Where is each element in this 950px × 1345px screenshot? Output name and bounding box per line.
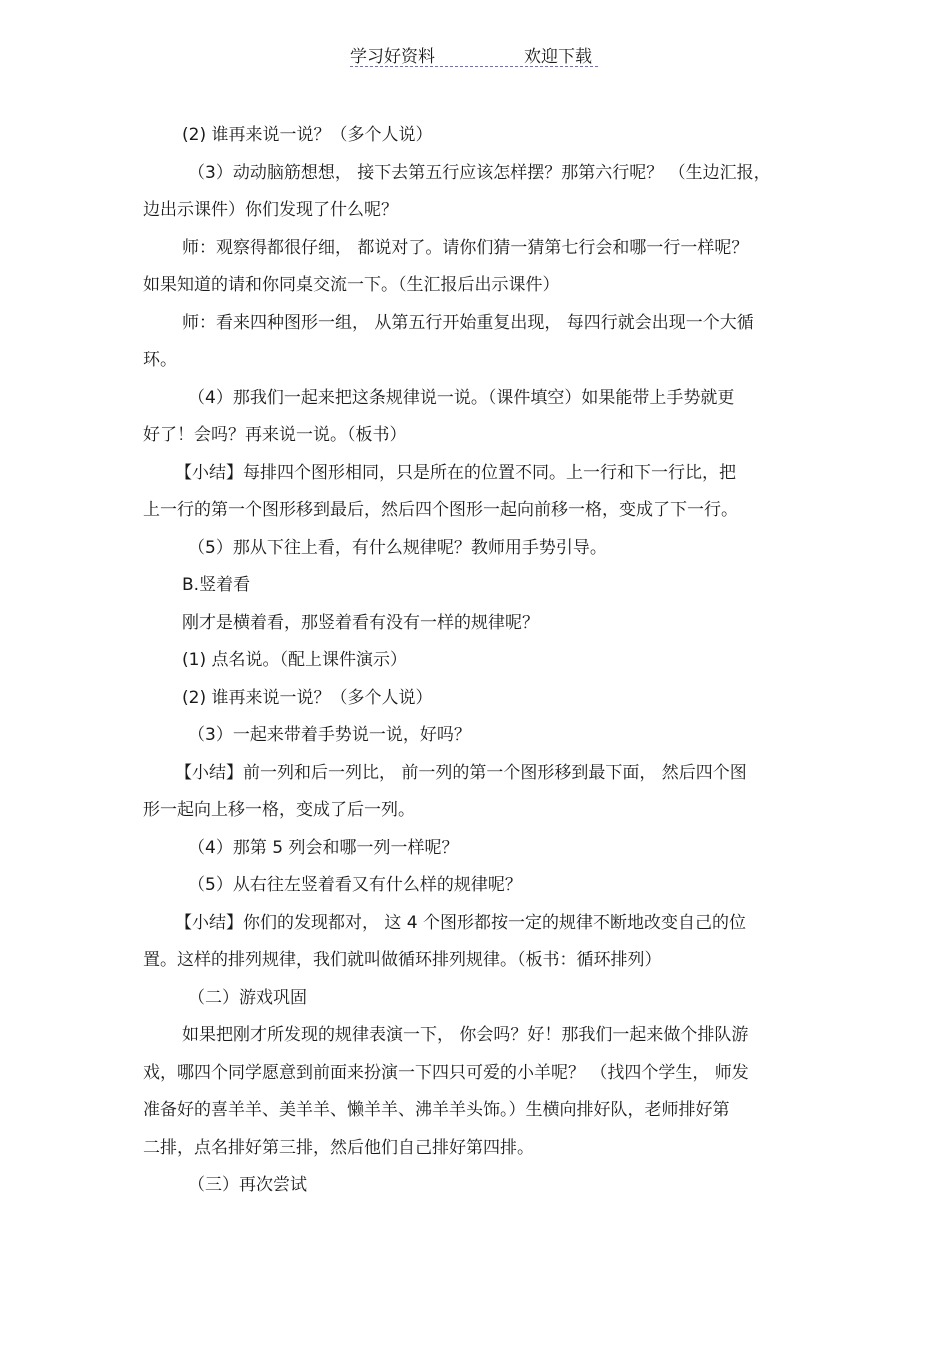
text-line: 准备好的喜羊羊、美羊羊、懒羊羊、沸羊羊头饰。）生横向排好队，老师排好第	[143, 1100, 730, 1120]
text-line: （4）那我们一起来把这条规律说一说。（课件填空）如果能带上手势就更	[188, 388, 735, 408]
header-left-text: 学习好资料	[350, 47, 435, 67]
text-line: 好了！会吗？再来说一说。（板书）	[143, 425, 407, 445]
text-line: 刚才是横着看，那竖着看有没有一样的规律呢？	[182, 613, 539, 633]
section-heading: （三）再次尝试	[188, 1175, 307, 1195]
text-line: （5）那从下往上看，有什么规律呢？教师用手势引导。	[188, 538, 607, 558]
text-line: (1) 点名说。（配上课件演示）	[182, 650, 407, 670]
text-line: （3）动动脑筋想想， 接下去第五行应该怎样摆？那第六行呢？ （生边汇报，	[188, 163, 771, 183]
text-line: 上一行的第一个图形移到最后，然后四个图形一起向前移一格，变成了下一行。	[143, 500, 738, 520]
header-right-text: 欢迎下载	[524, 47, 592, 67]
text-line: 置。这样的排列规律，我们就叫做循环排列规律。（板书：循环排列）	[143, 950, 662, 970]
text-line: 二排，点名排好第三排，然后他们自己排好第四排。	[143, 1138, 534, 1158]
section-heading: （二）游戏巩固	[188, 988, 307, 1008]
text-line: （3）一起来带着手势说一说，好吗？	[188, 725, 471, 745]
text-line: 【小结】你们的发现都对， 这 4 个图形都按一定的规律不断地改变自己的位	[175, 913, 747, 933]
text-line: (2) 谁再来说一说？（多个人说）	[182, 688, 433, 708]
text-line: 师：观察得都很仔细， 都说对了。请你们猜一猜第七行会和哪一行一样呢？	[182, 238, 749, 258]
text-line: （5）从右往左竖着看又有什么样的规律呢？	[188, 875, 522, 895]
text-line: (2) 谁再来说一说？（多个人说）	[182, 125, 433, 145]
text-line: 【小结】每排四个图形相同，只是所在的位置不同。上一行和下一行比，把	[175, 463, 736, 483]
page-header	[350, 42, 598, 67]
text-line: 边出示课件）你们发现了什么呢？	[143, 200, 398, 220]
text-line: （4）那第 5 列会和哪一列一样呢？	[188, 838, 459, 858]
text-line: 如果知道的请和你同桌交流一下。（生汇报后出示课件）	[143, 275, 560, 295]
text-line: 师：看来四种图形一组， 从第五行开始重复出现， 每四行就会出现一个大循	[182, 313, 754, 333]
text-line: 戏，哪四个同学愿意到前面来扮演一下四只可爱的小羊呢？ （找四个学生， 师发	[143, 1063, 749, 1083]
section-heading: B.竖着看	[182, 575, 251, 595]
text-line: 环。	[143, 350, 177, 370]
text-line: 【小结】前一列和后一列比， 前一列的第一个图形移到最下面， 然后四个图	[175, 763, 747, 783]
text-line: 形一起向上移一格，变成了后一列。	[143, 800, 415, 820]
text-line: 如果把刚才所发现的规律表演一下， 你会吗？好！那我们一起来做个排队游	[182, 1025, 749, 1045]
